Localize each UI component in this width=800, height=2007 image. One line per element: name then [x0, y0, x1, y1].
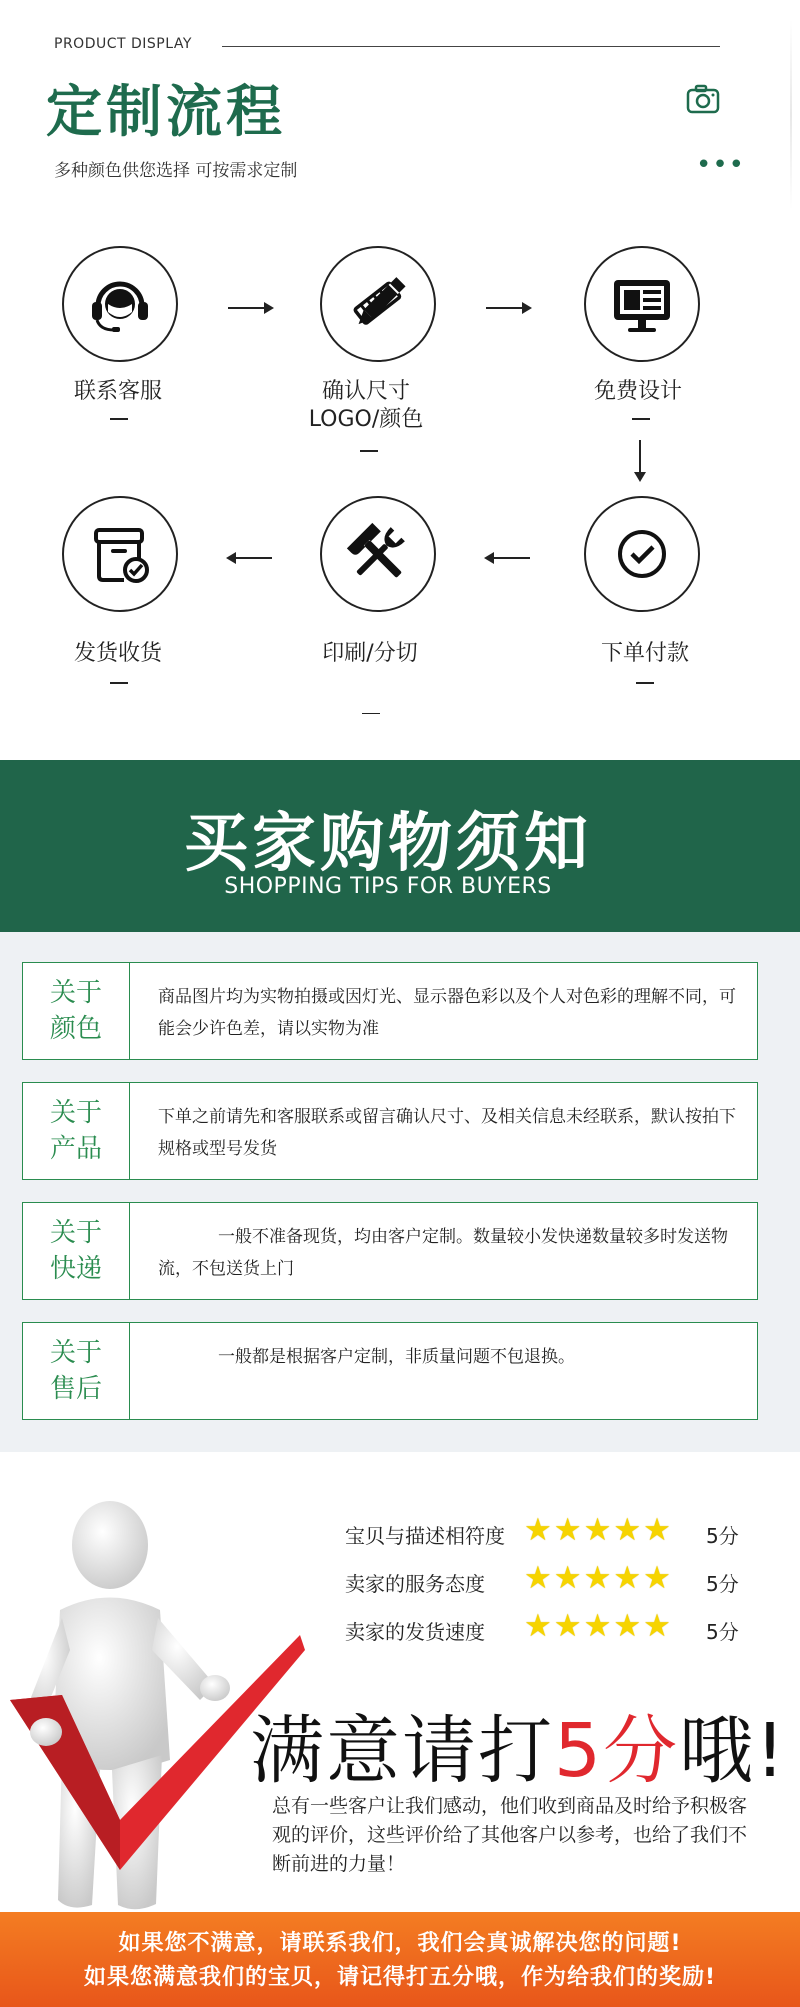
- tip-aftersale: [22, 1322, 758, 1420]
- tip-heading: 关于 产品: [23, 1083, 130, 1179]
- monitor-icon: [606, 268, 678, 340]
- rating-score: 5分: [706, 1572, 739, 1596]
- step-delivery-circle: [62, 496, 178, 612]
- step-dash: [632, 418, 650, 420]
- camera-icon[interactable]: [686, 84, 720, 114]
- tip-heading: 关于 颜色: [23, 963, 130, 1059]
- edge-shadow: [790, 20, 792, 210]
- cta-headline: [250, 1692, 787, 1798]
- step-label-contact: 联系客服: [73, 379, 162, 404]
- star-rating: ★★★★★: [524, 1608, 673, 1644]
- rating-label: 宝贝与描述相符度: [345, 1524, 505, 1548]
- tip-heading: 关于 售后: [23, 1323, 130, 1419]
- tip-text: 下单之前请先和客服联系或留言确认尺寸、及相关信息未经联系，默认按拍下规格或型号发货: [158, 1107, 736, 1159]
- page-subtitle: 多种颜色供您选择 可按需求定制: [54, 161, 298, 181]
- pencil-ruler-icon: [342, 268, 414, 340]
- step-dash: [110, 682, 128, 684]
- flow-arrow-1: [228, 307, 272, 309]
- banner-subtitle: SHOPPING TIPS FOR BUYERS: [224, 874, 552, 899]
- hammer-wrench-icon: [342, 518, 414, 590]
- step-confirm-circle: [320, 246, 436, 362]
- tip-product: [22, 1082, 758, 1180]
- page-title: 定制流程: [46, 80, 286, 145]
- step-design-circle: [584, 246, 700, 362]
- step-dash: [362, 713, 380, 714]
- step-label-delivery: 发货收货: [73, 641, 162, 666]
- check-circle-icon: [606, 518, 678, 590]
- step-dash: [360, 450, 378, 452]
- step-label-print: 印刷/分切: [322, 641, 418, 666]
- flow-arrow-4: [228, 557, 272, 559]
- footer-line-1: 如果您不满意，请联系我们，我们会真诚解决您的问题!: [118, 1931, 682, 1956]
- cta-suffix: 哦!: [679, 1708, 787, 1794]
- star-rating: ★★★★★: [524, 1512, 673, 1548]
- step-print-circle: [320, 496, 436, 612]
- tip-heading: 关于 快递: [23, 1203, 130, 1299]
- tip-text: 一般都是根据客户定制，非质量问题不包退换。: [218, 1347, 575, 1367]
- rating-score: 5分: [706, 1620, 739, 1644]
- star-rating: ★★★★★: [524, 1560, 673, 1596]
- step-label-order: 下单付款: [600, 641, 689, 666]
- cta-description: 总有一些客户让我们感动，他们收到商品及时给予积极客观的评价，这些评价给了其他客户以参考，也给了我们不断前进的力量！: [272, 1795, 748, 1875]
- flow-arrow-2: [486, 307, 530, 309]
- flow-arrow-down: [639, 440, 641, 480]
- headset-icon: [84, 268, 156, 340]
- tip-color: [22, 962, 758, 1060]
- tip-text: 商品图片均为实物拍摄或因灯光、显示器色彩以及个人对色彩的理解不同，可能会少许色差，请以实物为准: [158, 987, 736, 1039]
- rating-label: 卖家的发货速度: [345, 1620, 485, 1644]
- step-label-design: 免费设计: [593, 379, 682, 404]
- cta-prefix: 满意请打: [250, 1708, 554, 1794]
- rating-score: 5分: [706, 1524, 739, 1548]
- step-label-confirm: 确认尺寸 LOGO/颜色: [308, 379, 424, 432]
- step-order-circle: [584, 496, 700, 612]
- package-check-icon: [84, 518, 156, 590]
- footer-line-2: 如果您满意我们的宝贝，请记得打五分哦，作为给我们的奖励!: [83, 1965, 717, 1990]
- step-dash: [110, 418, 128, 420]
- more-dots-icon[interactable]: •••: [696, 150, 746, 180]
- step-dash: [636, 682, 654, 684]
- rating-label: 卖家的服务态度: [345, 1572, 485, 1596]
- flow-arrow-3: [486, 557, 530, 559]
- eyebrow-label: PRODUCT DISPLAY: [54, 36, 192, 52]
- header-divider: [222, 46, 720, 47]
- step-contact-circle: [62, 246, 178, 362]
- banner-title: 买家购物须知: [184, 807, 592, 881]
- tip-text: 一般不准备现货，均由客户定制。数量较小发快递数量较多时发送物流，不包送货上门: [158, 1227, 728, 1279]
- cta-highlight: 5分: [554, 1708, 680, 1794]
- tip-shipping: [22, 1202, 758, 1300]
